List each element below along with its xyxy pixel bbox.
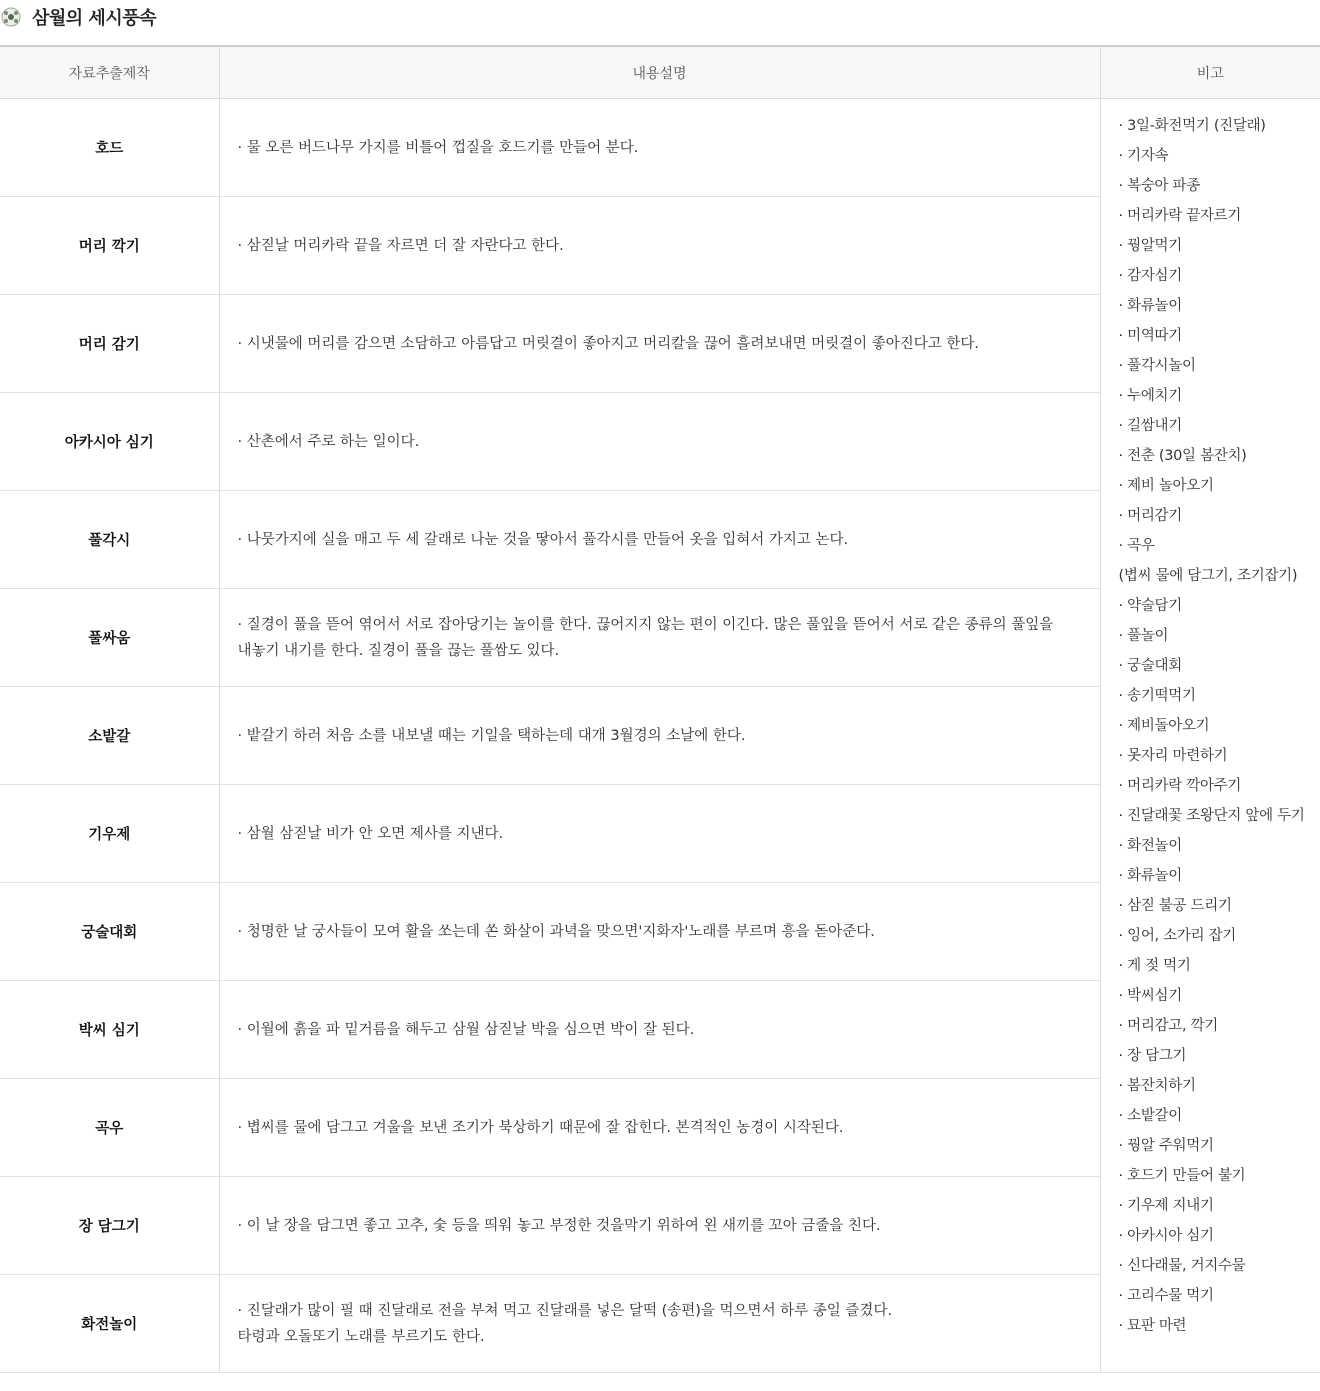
- note-item: · 신다래물, 거지수물: [1118, 1258, 1246, 1274]
- row-name: 기우제: [0, 785, 219, 883]
- row-desc: · 볍씨를 물에 담그고 겨울을 보낸 조기가 북상하기 때문에 잘 잡힌다. 본격적인 농경이 시작된다.: [219, 1079, 1100, 1177]
- row-name: 박씨 심기: [0, 981, 219, 1079]
- row-name: 아카시아 심기: [0, 393, 219, 491]
- note-item: · 게 젖 먹기: [1118, 958, 1191, 974]
- note-item: · 약술담기: [1118, 598, 1182, 614]
- note-item: · 꿩알먹기: [1118, 238, 1182, 254]
- header-name: 자료추출제작: [0, 46, 219, 99]
- note-item: · 길쌈내기: [1118, 418, 1182, 434]
- row-name: 머리 감기: [0, 295, 219, 393]
- row-desc: · 시냇물에 머리를 감으면 소담하고 아름답고 머릿결이 좋아지고 머리칼을 끊어 흘려보내면 머릿결이 좋아진다고 한다.: [219, 295, 1100, 393]
- customs-table: [0, 45, 1320, 1373]
- page-header: [0, 0, 1320, 34]
- note-item: · 머리감기: [1118, 508, 1182, 524]
- note-item: · 머리카락 깍아주기: [1118, 778, 1242, 794]
- note-item: · 잉어, 소가리 잡기: [1118, 928, 1236, 944]
- note-item: · 아카시아 심기: [1118, 1228, 1214, 1244]
- note-item: · 감자심기: [1118, 268, 1182, 284]
- row-desc-line-2: 타령과 오돌또기 노래를 부르기도 한다.: [237, 1328, 485, 1345]
- table-row: [0, 99, 1320, 197]
- header-note: 비고: [1100, 46, 1320, 99]
- row-name: 화전놀이: [0, 1275, 219, 1373]
- note-item: · 전춘 (30일 봄잔치): [1118, 448, 1247, 464]
- note-item: · 기우제 지내기: [1118, 1198, 1214, 1214]
- note-item: · 장 담그기: [1118, 1048, 1187, 1064]
- note-item: · 복숭아 파종: [1118, 178, 1200, 194]
- row-desc: · 삼월 삼짇날 비가 안 오면 제사를 지낸다.: [219, 785, 1100, 883]
- note-item: · 소밭갈이: [1118, 1108, 1182, 1124]
- row-name: 머리 깍기: [0, 197, 219, 295]
- note-item: · 화전놀이: [1118, 838, 1182, 854]
- note-item: · 머리감고, 깍기: [1118, 1018, 1218, 1034]
- note-item: · 박씨심기: [1118, 988, 1182, 1004]
- row-name: 장 담그기: [0, 1177, 219, 1275]
- note-item: · 삼짇 불공 드리기: [1118, 898, 1232, 914]
- note-item: · 곡우: [1118, 538, 1155, 554]
- note-item: · 묘판 마련: [1118, 1318, 1187, 1334]
- note-item: · 화류놀이: [1118, 298, 1182, 314]
- title-bullet-icon: [0, 6, 22, 28]
- table-header-row: [0, 46, 1320, 99]
- note-item: · 기자속: [1118, 148, 1169, 164]
- row-desc: · 삼짇날 머리카락 끝을 자르면 더 잘 자란다고 한다.: [219, 197, 1100, 295]
- row-desc: · 이 날 장을 담그면 좋고 고추, 숯 등을 띄워 놓고 부정한 것을막기 위하여 왼 새끼를 꼬아 금줄을 친다.: [219, 1177, 1100, 1275]
- note-item: · 화류놀이: [1118, 868, 1182, 884]
- note-item: · 제비 놀아오기: [1118, 478, 1214, 494]
- row-desc: · 산촌에서 주로 하는 일이다.: [219, 393, 1100, 491]
- notes-cell: [1100, 99, 1320, 1373]
- note-item: · 제비돌아오기: [1118, 718, 1210, 734]
- note-item: · 봄잔치하기: [1118, 1078, 1196, 1094]
- note-item: · 진달래꽃 조왕단지 앞에 두기: [1118, 808, 1305, 824]
- note-item: · 머리카락 끝자르기: [1118, 208, 1242, 224]
- row-name: 풀싸움: [0, 589, 219, 687]
- row-name: 곡우: [0, 1079, 219, 1177]
- note-item: · 풀각시놀이: [1118, 358, 1196, 374]
- note-item: · 꿩알 주워먹기: [1118, 1138, 1214, 1154]
- note-item: · 고리수물 먹기: [1118, 1288, 1214, 1304]
- row-desc: · 밭갈기 하러 처음 소를 내보낼 때는 기일을 택하는데 대개 3월경의 소날에 한다.: [219, 687, 1100, 785]
- note-item: · 풀놀이: [1118, 628, 1169, 644]
- note-item: · 누에치기: [1118, 388, 1182, 404]
- row-name: 소밭갈: [0, 687, 219, 785]
- note-item: · 미역따기: [1118, 328, 1182, 344]
- row-desc: · 질경이 풀을 뜯어 엮어서 서로 잡아당기는 놀이를 한다. 끊어지지 않는 편이 이긴다. 많은 풀잎을 뜯어서 서로 같은 종류의 풀잎을 내놓기 내기를 한다. 질경이 풀을 끊는 풀쌈도 있다.: [219, 589, 1100, 687]
- note-item: · 호드기 만들어 불기: [1118, 1168, 1246, 1184]
- note-item: · 못자리 마련하기: [1118, 748, 1228, 764]
- row-name: 궁술대회: [0, 883, 219, 981]
- row-desc: · 이월에 흙을 파 밑거름을 해두고 삼월 삼짇날 박을 심으면 박이 잘 된다.: [219, 981, 1100, 1079]
- note-item: · 송기떡먹기: [1118, 688, 1196, 704]
- row-desc: · 나뭇가지에 실을 매고 두 세 갈래로 나눈 것을 땋아서 풀각시를 만들어 옷을 입혀서 가지고 논다.: [219, 491, 1100, 589]
- note-item: · 궁술대회: [1118, 658, 1182, 674]
- row-name: 풀각시: [0, 491, 219, 589]
- row-desc: · 청명한 날 궁사들이 모여 활을 쏘는데 쏜 화살이 과녁을 맞으면'지화자'노래를 부르며 흥을 돋아준다.: [219, 883, 1100, 981]
- header-desc: 내용설명: [219, 46, 1100, 99]
- note-item: (볍씨 물에 담그기, 조기잡기): [1118, 568, 1298, 584]
- row-name: 호드: [0, 99, 219, 197]
- row-desc: [219, 1275, 1100, 1373]
- page-title: 삼월의 세시풍속: [32, 8, 156, 29]
- row-desc: · 물 오른 버드나무 가지를 비틀어 껍질을 호드기를 만들어 분다.: [219, 99, 1100, 197]
- note-item: · 3일-화전먹기 (진달래): [1118, 118, 1266, 134]
- row-desc-line-1: · 진달래가 많이 필 때 진달래로 전을 부쳐 먹고 진달래를 넣은 달떡 (송편)을 먹으면서 하루 종일 즐겼다.: [237, 1302, 893, 1319]
